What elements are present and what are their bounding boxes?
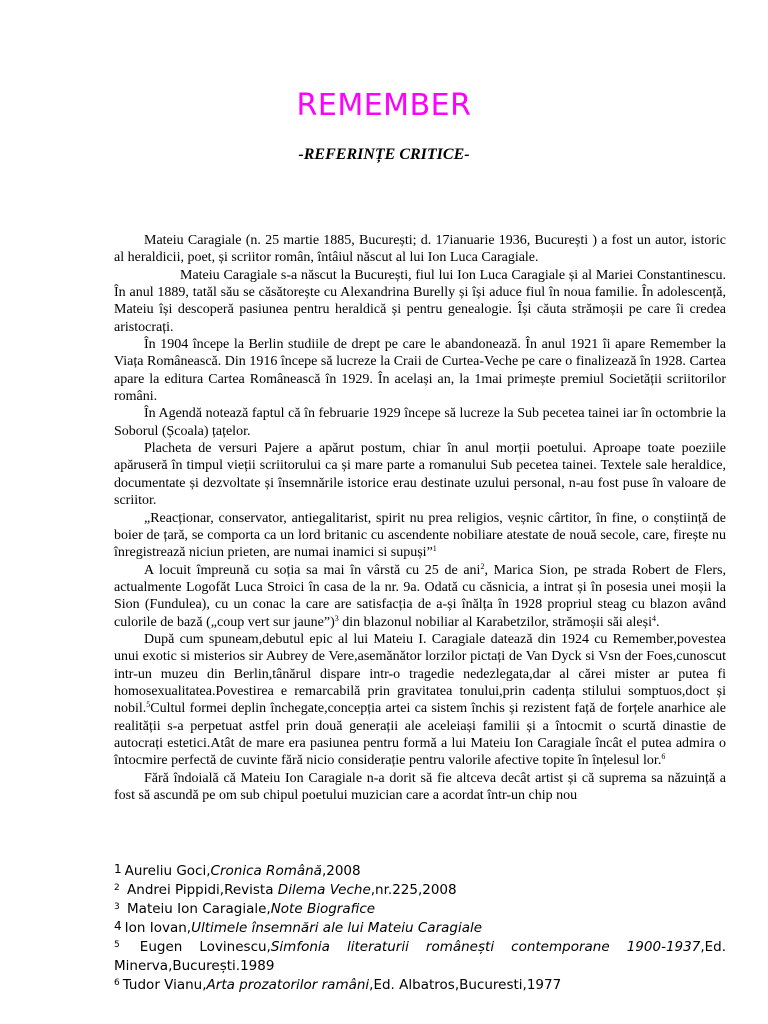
footnote-marker: 1 (114, 862, 122, 876)
footnote-4: 4 Ion Iovan,Ultimele însemnări ale lui Mateiu Caragiale (114, 919, 483, 936)
footnote-6: $^6$ Tudor Vianu,Arta prozatorilor ramâni,Ed. Albatros,Bucuresti,1977 (114, 977, 562, 993)
paragraph-artist: Fără îndoială că Mateiu Ion Caragiale n-a dorit să fie altceva decât artist și că suprema sa năzuință a fost să ascundă pe om sub chipul poetului muzician care a acordat într-un chip nou (114, 770, 726, 803)
paragraph-quote (114, 510, 726, 562)
paragraph-studies: În 1904 începe la Berlin studiile de drept pe care le abandonează. În anul 1921 îi apare Remember la Viața Românească. Din 1916 începe să lucreze la Craii de Curtea-Veche pe care o finalizează în 1928. Cartea apare la editura Cartea Românească în 1929. În același an, la 1mai primește premiul Societății scriitorilor români. (114, 337, 726, 405)
footnote-ref: 2 (480, 561, 485, 571)
footnote-marker: 6 (114, 978, 120, 988)
text-segment: A locuit împreună cu soția sa mai în vârstă cu 25 de ani (144, 562, 481, 578)
text-segment: , Marica Sion, pe strada Robert de Flers, actualmente Logofăt Luca Stroici în casa de la nr. 9a. Odată cu căsnicia, a intrat și în posesia unei moșii la Sion (Fundulea), cu un conac la care are satisfacția de a-și înălța în 1928 propriul steag cu blazon având culorile de bază („coup vert sur jaune”) (114, 562, 727, 630)
text-segment: Cultul formei deplin închegate,concepția artei ca sistem închis și rezistent față de forțele anarhice ale realității s-a perpetuat astfel prin două generații ale aceleiași familii și a întocmit o scurtă dinastie de autocrați estetici.Atât de mare era pasiunea pentru formă a lui Mateiu Ion Caragiale încât el putea admira o întocmire perfectă de cuvinte fără nicio considerație pentru valorile afective topite în înțelesul lor. (114, 701, 726, 769)
footnote-1: 1 Aureliu Goci,Cronica Română,2008 (114, 862, 361, 879)
paragraph-agenda: În Agendă notează faptul că în februarie 1929 începe să lucreze la Sub pecetea tainei iar în octombrie la Soborul (Școala) țațelor. (114, 406, 726, 439)
footnote-ref: 1 (432, 544, 437, 554)
footnote-3: $^3$ Mateiu Ion Caragiale,Note Biografice (114, 901, 376, 917)
footnote-marker: 2 (114, 883, 120, 893)
footnote-ref: 6 (661, 752, 666, 762)
paragraph-intro: Mateiu Caragiale (n. 25 martie 1885, București; d. 17ianuarie 1936, București ) a fost un autor, istoric al heraldicii, poet, și scriitor român, întâiul născut al lui Ion Luca Caragiale. (114, 233, 726, 266)
footnote-ref: 4 (651, 613, 656, 623)
document-body (114, 232, 726, 804)
quote-text: „Reacționar, conservator, antiegalitarist, spirit nu prea religios, veșnic cârtitor, în fine, o conștiință de boier de țară, se comporta ca un lord britanic cu ascendente nobiliare atestate de nouă secole, care, firește nu înregistrează niciun prieten, are numai inamici si supuși” (114, 510, 726, 561)
document-title: REMEMBER (296, 88, 472, 123)
footnote-2: $^2$ Andrei Pippidi,Revista Dilema Veche,nr.225,2008 (114, 882, 457, 898)
document-subtitle: -REFERINȚE CRITICE- (298, 146, 470, 163)
paragraph-pajere: Placheta de versuri Pajere a apărut postum, chiar în anul morții poetului. Aproape toate poeziile apăruseră în timpul vieții scriitorului ca și mare parte a romanului Sub pecetea tainei. Textele sale heraldice, documentate și dezvoltate și însemnările istorice erau destinate uzului personal, n-au fost puse în valoare de scriitor. (114, 441, 726, 509)
paragraph-birth: Mateiu Caragiale s-a născut la București, fiul lui Ion Luca Caragiale și al Mariei Constantinescu. În anul 1889, tatăl său se căsătorește cu Alexandrina Burelly și își aduce fiul în noua familie. În adolescență, Mateiu își descoperă pasiunea pentru heraldică și pentru genealogie. Își căuta strămoșii pe care îi credea aristocrați. (114, 267, 726, 335)
text-segment: După cum spuneam,debutul epic al lui Mateiu I. Caragiale datează din 1924 cu Remember,povestea unui exotic si misterios sir Aubrey de Vere,asemănător lorzilor pictați de Van Dyck si Vsn der Foes,cunoscut intr-un muzeu din Berlin,tânărul dispare intr-o tragedie nedezlegata,dar al cărei mister ar putea fi homosexualitatea.Povestirea e remarcabilă prin gravitatea tonului,prin cadența stilului somptuos,doct și nobil. (114, 631, 726, 717)
text-segment: din blazonul nobiliar al Karabetzilor, strămoșii săi aleși (338, 614, 652, 630)
footnote-marker: 5 (114, 940, 120, 950)
text-segment: . (655, 614, 660, 630)
footnote-ref: 5 (146, 700, 151, 710)
footnote-marker: 3 (114, 902, 120, 912)
footnote-ref: 3 (334, 613, 339, 623)
footnote-marker: 4 (114, 919, 122, 933)
paragraph-remember (114, 631, 726, 770)
footnote-5: $^5$ Eugen Lovinescu,Simfonia literaturii românești contemporane 1900-1937,Ed. Minerva,București.1989 (114, 939, 726, 974)
paragraph-marriage (114, 562, 726, 631)
footnotes (114, 862, 726, 995)
